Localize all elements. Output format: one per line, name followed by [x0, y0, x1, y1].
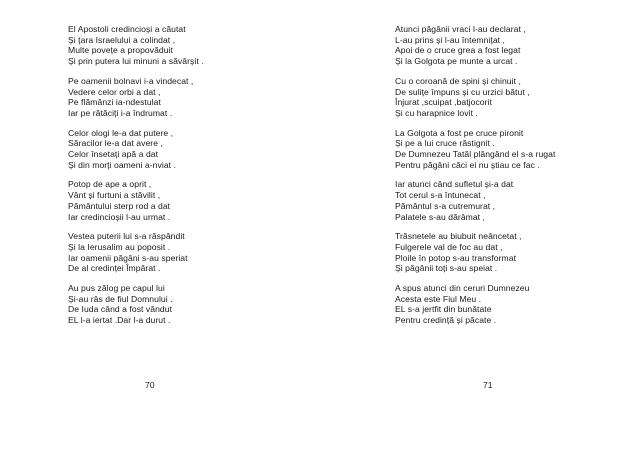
stanza	[68, 283, 204, 326]
stanza	[395, 128, 555, 171]
verse-line: Apoi de o cruce grea a fost legat	[395, 45, 521, 56]
verse-line: Atunci păgânii vraci l-au declarat ,	[395, 24, 526, 34]
verse-line: Și la Golgota pe munte a urcat .	[395, 56, 518, 67]
stanza	[395, 179, 555, 222]
verse-line: Pentru credință și păcate .	[395, 315, 497, 326]
stanza	[395, 231, 555, 274]
stanza	[68, 24, 204, 67]
stanza	[68, 231, 204, 274]
verse-line: Și la Ierusalim au poposit .	[68, 241, 171, 252]
poem-left	[68, 24, 204, 335]
verse-line: Iar credincioșii l-au urmat .	[68, 211, 171, 222]
verse-line: Vedere celor orbi a dat ,	[68, 86, 161, 97]
verse-line: Au pus zălog pe capul lui	[68, 283, 165, 294]
verse-line: Trăsnetele au biubuit neâncetat ,	[395, 231, 522, 242]
verse-line: A spus atunci din ceruri Dumnezeu	[395, 283, 530, 294]
verse-line: De sulițe împuns și cu urzici bătut ,	[395, 86, 530, 97]
verse-line: Pe oamenii bolnavi i-a vindecat ,	[68, 75, 194, 86]
verse-line: Înjurat ,scuipat ,batjocorit	[395, 97, 492, 108]
verse-line: Și-au râs de fiul Domnului .	[68, 293, 173, 304]
verse-line: Pământul s-a cutremurat ,	[395, 200, 496, 211]
verse-line: Iar oamenii păgâni s-au speriat	[68, 252, 188, 263]
stanza	[395, 24, 555, 67]
page-number: 70	[145, 380, 155, 390]
verse-line: Pământului sterp rod a dat	[68, 200, 171, 211]
verse-line: De Iuda când a fost vândut	[68, 304, 173, 315]
verse-line: La Golgota a fost pe cruce pironit	[395, 127, 524, 138]
verse-line: Palatele s-au dărâmat ,	[395, 211, 485, 222]
verse-line: Acesta este Fiul Meu .	[395, 293, 482, 304]
verse-line: EL s-a jertfit din bunătate	[395, 304, 492, 315]
verse-line: Săracilor le-a dat avere ,	[68, 138, 163, 149]
verse-line: Cu o coroană de spini și chinuit ,	[395, 75, 521, 86]
stanza	[68, 76, 204, 119]
verse-line: Pentru păgâni căci ei nu știau ce fac .	[395, 159, 540, 170]
verse-line: Celor însetați apă a dat	[68, 149, 159, 160]
stanza	[68, 179, 204, 222]
verse-line: Și pe a lui cruce răstignit .	[395, 138, 495, 149]
verse-line: Iar pe rătăciți i-a îndrumat .	[68, 107, 173, 118]
verse-line: Și țara Israelului a colindat ,	[68, 34, 176, 45]
verse-line: De al credinței Împărat .	[68, 263, 161, 274]
verse-line: De Dumnezeu Tatăl plângând el s-a rugat	[395, 149, 556, 160]
verse-line: L-au prins și l-au întemnițat ,	[395, 34, 505, 45]
stanza	[395, 283, 555, 326]
verse-line: Fulgerele val de foc au dat ,	[395, 241, 503, 252]
verse-line: Celor ologi le-a dat putere ,	[68, 127, 174, 138]
page-number: 71	[483, 380, 493, 390]
verse-line: Potop de ape a oprit ,	[68, 179, 152, 190]
verse-line: Vânt și furtuni a stăvilit ,	[68, 190, 161, 201]
poem-right	[395, 24, 555, 335]
verse-line: Multe povețe a propovăduit	[68, 45, 173, 56]
verse-line: Și cu harapnice lovit .	[395, 107, 478, 118]
verse-line: El Apostoli credincioși a căutat	[68, 24, 186, 34]
verse-line: Vestea puterii lui s-a răspândit	[68, 231, 185, 242]
verse-line: Și din morți oameni a-nviat .	[68, 159, 176, 170]
verse-line: Și păgânii toți s-au speiat .	[395, 263, 498, 274]
stanza	[68, 128, 204, 171]
verse-line: EL l-a iertat .Dar l-a durut .	[68, 315, 171, 326]
verse-line: Iar atunci când sufletul și-a dat	[395, 179, 514, 190]
verse-line: Pe flămânzi ia-ndestulat	[68, 97, 161, 108]
verse-line: Tot cerul s-a întunecat ,	[395, 190, 486, 201]
right-page	[319, 0, 638, 452]
verse-line: Și prin putera lui minuni a săvârșit .	[68, 56, 204, 67]
verse-line: Ploile în potop s-au transformat	[395, 252, 517, 263]
stanza	[395, 76, 555, 119]
